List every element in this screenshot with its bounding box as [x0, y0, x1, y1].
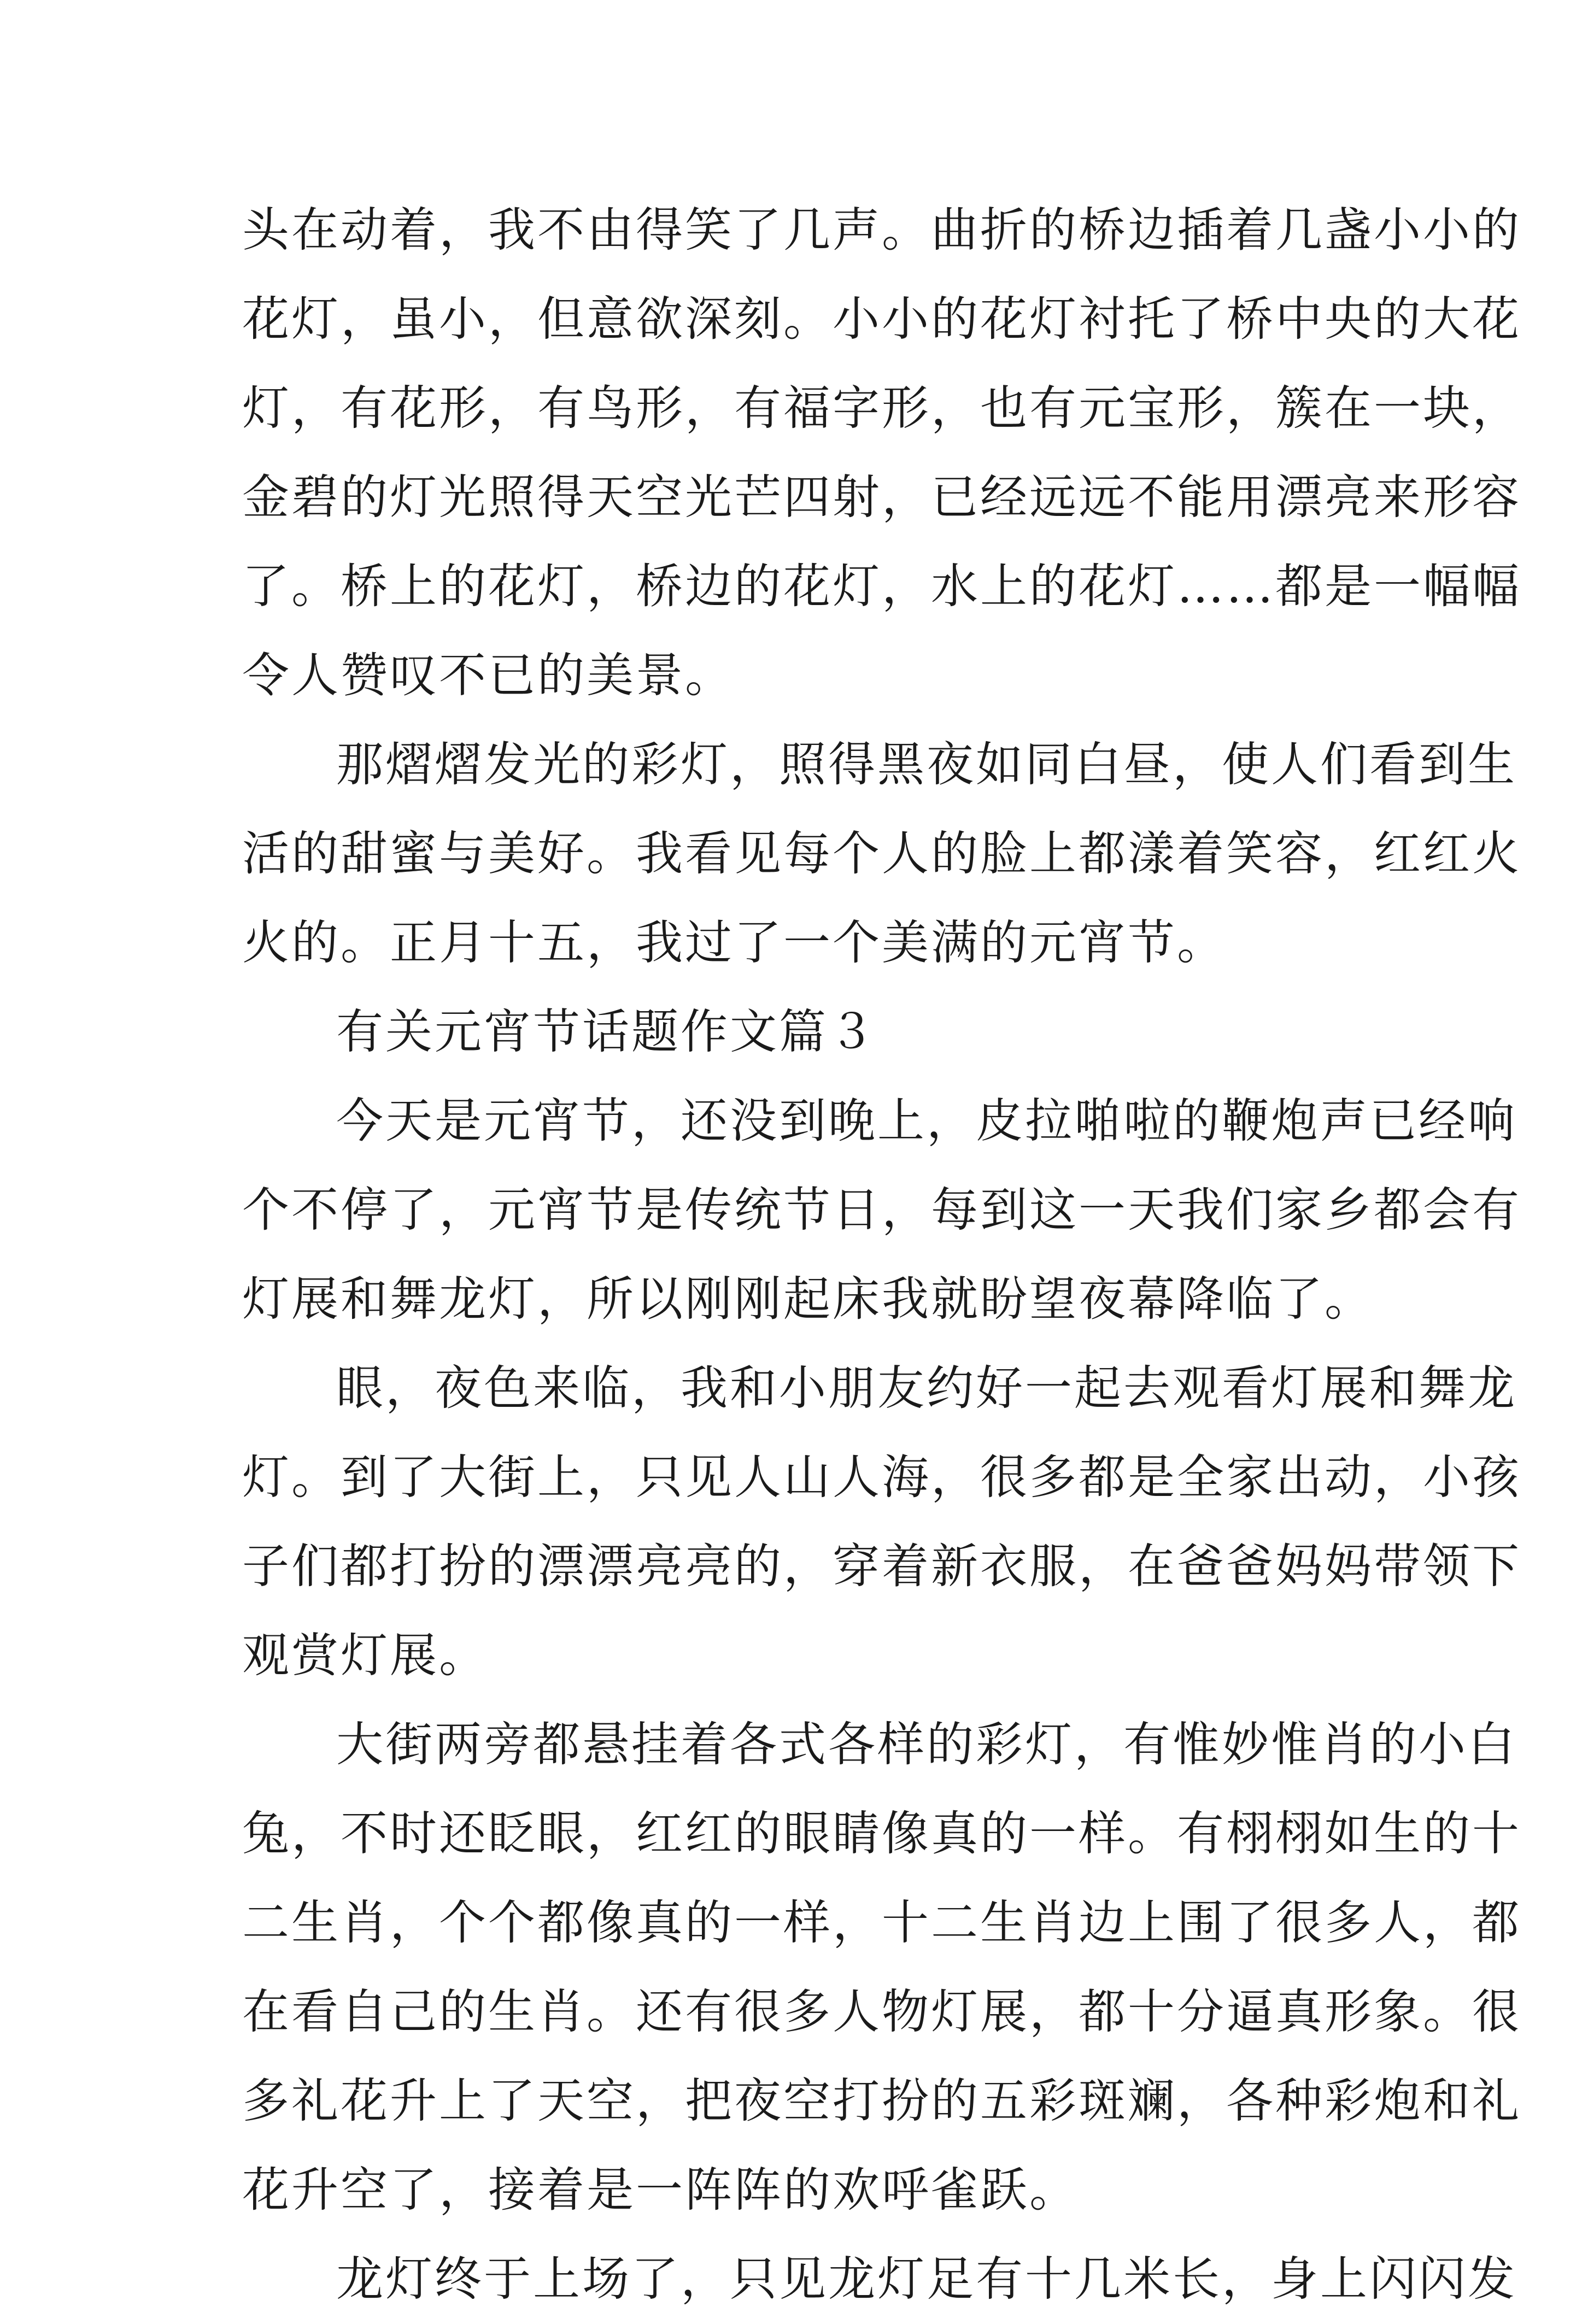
text-line: 灯，有花形，有鸟形，有福字形，也有元宝形，簇在一块， — [242, 381, 1521, 436]
text-line: 了。桥上的花灯，桥边的花灯，水上的花灯……都是一幅幅 — [242, 559, 1521, 614]
text-line: 头在动着，我不由得笑了几声。曲折的桥边插着几盏小小的 — [242, 203, 1521, 257]
text-line: 子们都打扮的漂漂亮亮的，穿着新衣服，在爸爸妈妈带领下 — [242, 1539, 1521, 1594]
text-line: 金碧的灯光照得天空光芒四射，已经远远不能用漂亮来形容 — [242, 470, 1521, 525]
paragraph-start-line: 眼，夜色来临，我和小朋友约好一起去观看灯展和舞龙 — [336, 1361, 1517, 1416]
essay-body — [242, 186, 1521, 2324]
text-line: 二生肖，个个都像真的一样，十二生肖边上围了很多人，都 — [242, 1895, 1521, 1950]
text-line: 活的甜蜜与美好。我看见每个人的脸上都漾着笑容，红红火 — [242, 826, 1521, 881]
paragraph-start-line: 龙灯终于上场了，只见龙灯足有十几米长，身上闪闪发 — [336, 2252, 1517, 2307]
text-line: 兔，不时还眨眼，红红的眼睛像真的一样。有栩栩如生的十 — [242, 1806, 1521, 1861]
text-line: 令人赞叹不已的美景。 — [242, 648, 734, 703]
section-heading: 有关元宵节话题作文篇３ — [336, 1005, 877, 1059]
text-line: 灯展和舞龙灯，所以刚刚起床我就盼望夜幕降临了。 — [242, 1272, 1374, 1327]
text-line: 多礼花升上了天空，把夜空打扮的五彩斑斓，各种彩炮和礼 — [242, 2074, 1521, 2128]
paragraph-start-line: 那熠熠发光的彩灯，照得黑夜如同白昼，使人们看到生 — [336, 737, 1517, 792]
text-line: 火的。正月十五，我过了一个美满的元宵节。 — [242, 915, 1226, 970]
text-line: 花灯，虽小，但意欲深刻。小小的花灯衬托了桥中央的大花 — [242, 292, 1521, 347]
text-line: 花升空了，接着是一阵阵的欢呼雀跃。 — [242, 2163, 1079, 2217]
text-line: 个不停了，元宵节是传统节日，每到这一天我们家乡都会有 — [242, 1183, 1521, 1237]
text-line: 在看自己的生肖。还有很多人物灯展，都十分逼真形象。很 — [242, 1985, 1521, 2039]
paragraph-start-line: 大街两旁都悬挂着各式各样的彩灯，有惟妙惟肖的小白 — [336, 1717, 1517, 1772]
text-line: 灯。到了大街上，只见人山人海，很多都是全家出动，小孩 — [242, 1450, 1521, 1505]
text-line: 观赏灯展。 — [242, 1628, 488, 1683]
paragraph-start-line: 今天是元宵节，还没到晚上，皮拉啪啦的鞭炮声已经响 — [336, 1094, 1517, 1148]
